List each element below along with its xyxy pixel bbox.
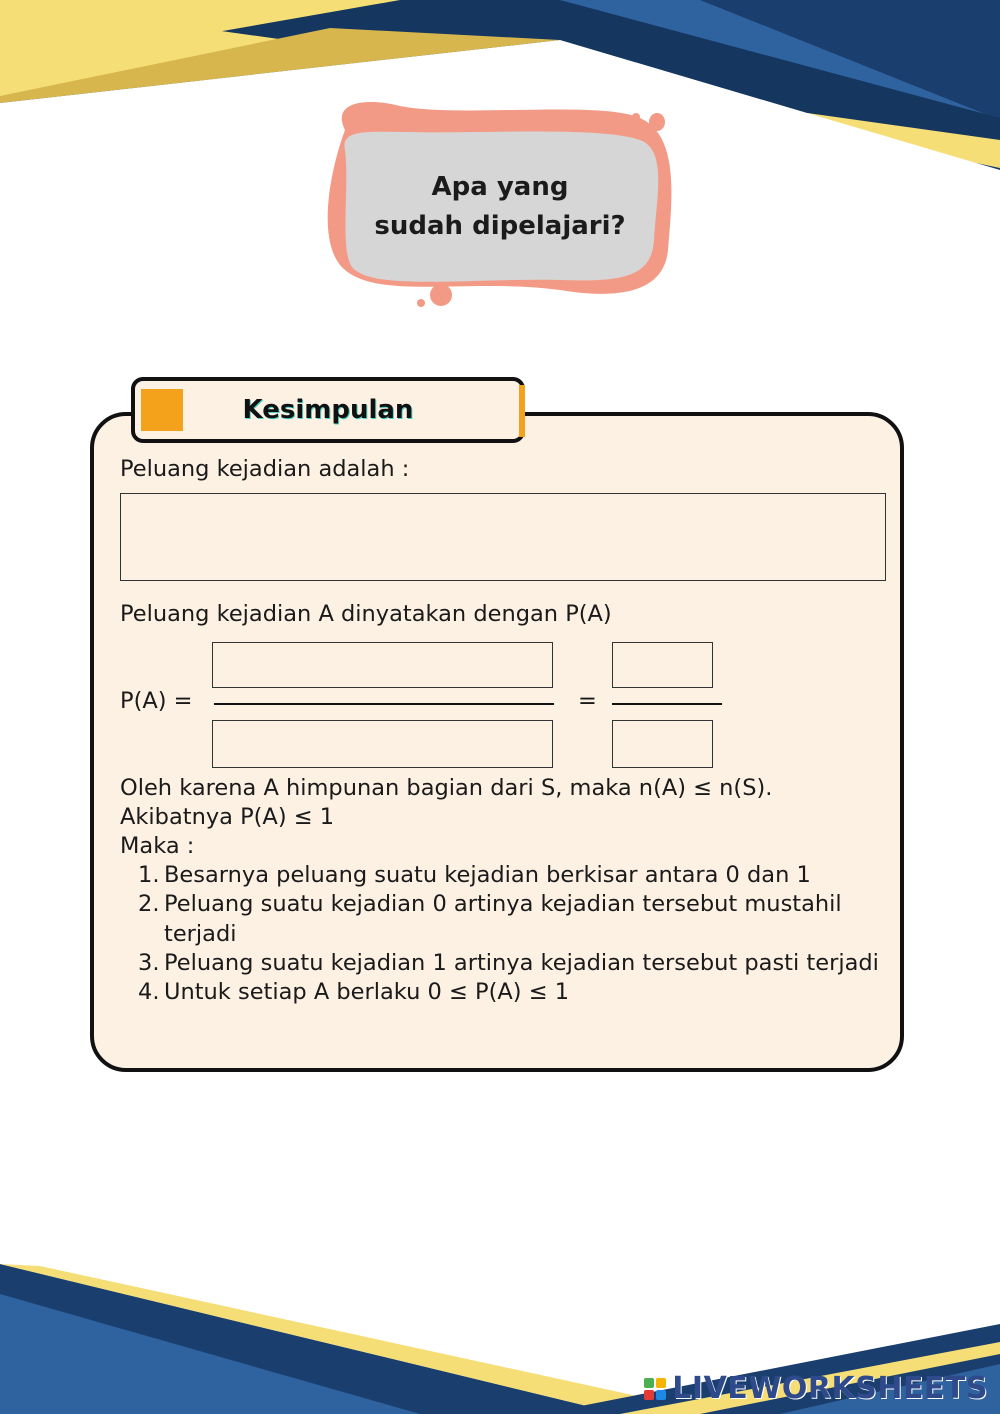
denominator-answer-box-1[interactable] (212, 720, 553, 768)
page-title-line-1: Apa yang (431, 172, 569, 202)
formula-lhs: P(A) = (120, 688, 193, 714)
numerator-answer-box-2[interactable] (612, 642, 713, 688)
list-item-number: 2. (138, 891, 160, 918)
title-blob (0, 0, 1000, 330)
statement-2: Akibatnya P(A) ≤ 1 (120, 804, 335, 830)
list-item-text: Untuk setiap A berlaku 0 ≤ P(A) ≤ 1 (164, 979, 570, 1006)
list-item-text: Peluang suatu kejadian 1 artinya kejadian tersebut pasti terjadi (164, 949, 879, 976)
list-item (136, 890, 886, 949)
notation-text: Peluang kejadian A dinyatakan dengan P(A) (120, 601, 612, 627)
page-title (350, 168, 650, 246)
list-item (136, 861, 886, 890)
fraction-bar-2 (612, 703, 722, 705)
card-title: Kesimpulan (242, 395, 414, 425)
denominator-answer-box-2[interactable] (612, 720, 713, 768)
statement-1: Oleh karena A himpunan bagian dari S, maka n(A) ≤ n(S). (120, 775, 773, 801)
definition-answer-box[interactable] (120, 493, 886, 581)
page-title-line-2: sudah dipelajari? (374, 211, 626, 241)
list-item (136, 978, 886, 1007)
conclusion-list (136, 861, 886, 1007)
card-header-tab (131, 377, 525, 443)
list-item-number: 3. (138, 949, 160, 976)
list-item-text: Besarnya peluang suatu kejadian berkisar antara 0 dan 1 (164, 862, 811, 888)
list-item-text: Peluang suatu kejadian 0 artinya kejadian tersebut mustahil terjadi (164, 891, 842, 947)
definition-label: Peluang kejadian adalah : (120, 456, 410, 482)
liveworksheets-logo-icon (644, 1378, 666, 1400)
list-item (136, 949, 886, 978)
liveworksheets-logo-text: LIVEWORKSHEETS (672, 1371, 988, 1406)
fraction-bar-1 (214, 703, 554, 705)
list-item-number: 4. (138, 979, 160, 1006)
liveworksheets-logo[interactable] (644, 1371, 988, 1406)
numerator-answer-box-1[interactable] (212, 642, 553, 688)
statement-3: Maka : (120, 833, 195, 859)
formula-equals: = (578, 688, 597, 714)
list-item-number: 1. (138, 862, 160, 888)
